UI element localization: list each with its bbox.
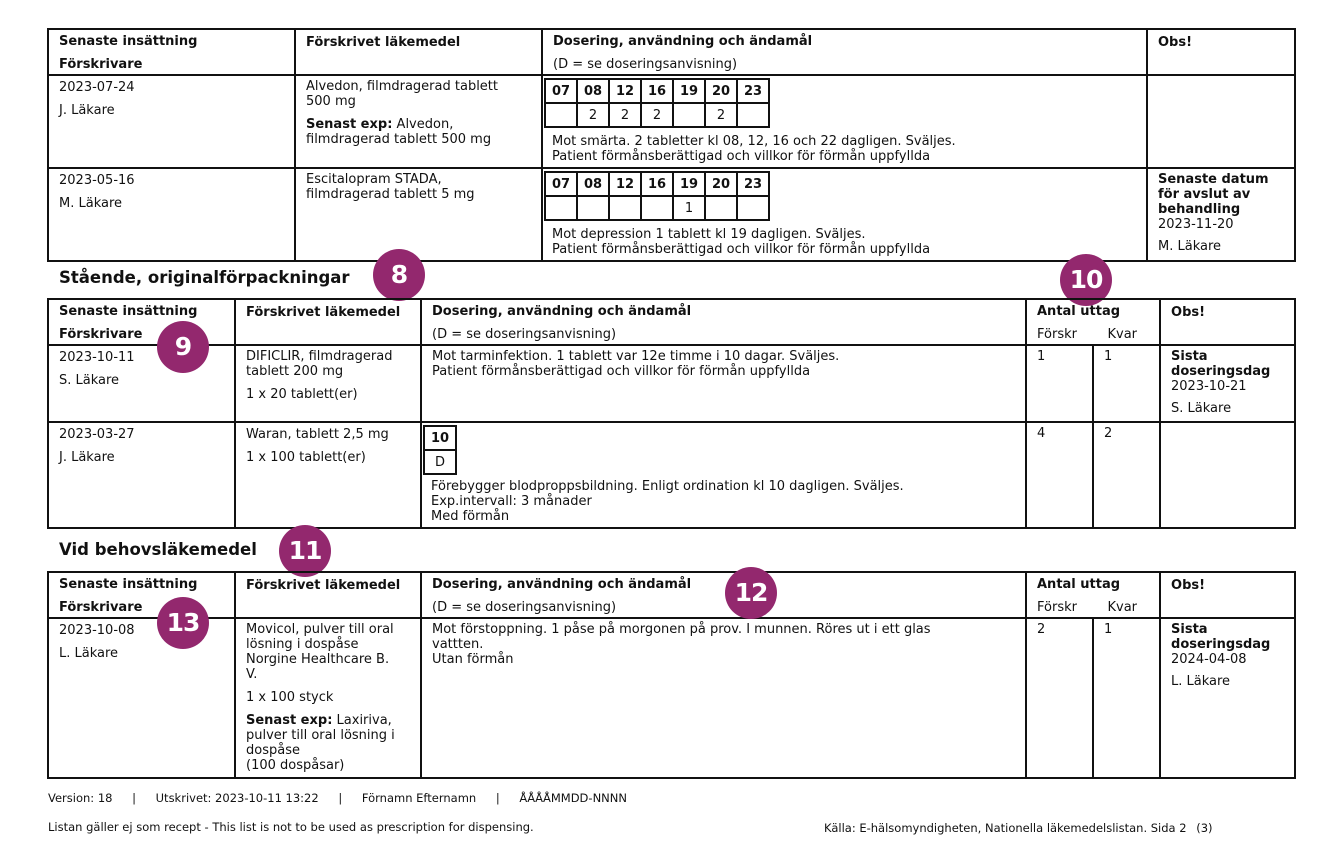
time-slot: 07 xyxy=(545,172,577,196)
footer-source xyxy=(824,821,1213,835)
header-cell-date xyxy=(48,29,295,75)
time-slot: 20 xyxy=(705,172,737,196)
table-header-row xyxy=(48,29,1295,75)
standing-packages-table xyxy=(47,298,1296,529)
header-cell-obs xyxy=(1160,572,1295,618)
as-needed-table xyxy=(47,571,1296,779)
header-cell-dosage xyxy=(421,572,1026,618)
dosage-cell xyxy=(542,75,1147,168)
prescribed-count: 2 xyxy=(1037,622,1046,637)
dose-amount xyxy=(609,196,641,220)
callout-badge-10: 10 xyxy=(1060,254,1112,306)
dosage-line: vattten. xyxy=(432,637,484,652)
obs-label: Sista xyxy=(1171,349,1208,364)
header-dosage: Dosering, användning och ändamål xyxy=(432,577,692,592)
table-header-row xyxy=(48,572,1295,618)
table-row xyxy=(48,345,1295,422)
remaining-count-cell xyxy=(1093,618,1160,778)
drug-name-cont: filmdragerad tablett 5 mg xyxy=(306,187,475,202)
time-slot: 12 xyxy=(609,172,641,196)
header-prescribed-count: Förskr xyxy=(1037,327,1077,342)
header-prescriber: Förskrivare xyxy=(59,327,143,342)
callout-badge-13: 13 xyxy=(157,597,209,649)
footer-patient-name: Förnamn Efternamn xyxy=(361,791,477,805)
prescribed-count-cell xyxy=(1026,345,1093,422)
section-title-standing: Stående, originalförpackningar xyxy=(59,268,350,287)
dosage-line: Mot smärta. 2 tabletter kl 08, 12, 16 och 22 dagligen. Sväljes. xyxy=(552,134,956,149)
time-slot: 08 xyxy=(577,172,609,196)
remaining-count-cell xyxy=(1093,422,1160,528)
time-slot: 23 xyxy=(737,172,769,196)
dose-amount xyxy=(673,103,705,127)
drug-name-cont: lösning i dospåse xyxy=(246,637,359,652)
dose-amount: 2 xyxy=(641,103,673,127)
obs-label: doseringsdag xyxy=(1171,637,1271,652)
time-slot: 19 xyxy=(673,79,705,103)
obs-date: 2023-11-20 xyxy=(1158,217,1234,232)
callout-badge-11: 11 xyxy=(279,525,331,577)
table-row xyxy=(48,422,1295,528)
dosage-line: Förebygger blodproppsbildning. Enligt ordination kl 10 dagligen. Sväljes. xyxy=(431,479,904,494)
latest-exp-package: (100 dospåsar) xyxy=(246,758,345,773)
footer-separator: | xyxy=(132,791,136,805)
header-remaining-count: Kvar xyxy=(1107,600,1138,615)
prescriber: M. Läkare xyxy=(59,196,123,211)
header-cell-dosage xyxy=(421,299,1026,345)
header-drug: Förskrivet läkemedel xyxy=(246,305,401,320)
footer-separator: | xyxy=(495,791,500,805)
time-slot: 16 xyxy=(641,172,673,196)
dose-amount: 2 xyxy=(577,103,609,127)
header-obs: Obs! xyxy=(1158,35,1193,50)
date-cell xyxy=(48,75,295,168)
dosage-cell xyxy=(542,168,1147,261)
start-date: 2023-07-24 xyxy=(59,80,135,95)
table-row xyxy=(48,168,1295,261)
header-cell-drug xyxy=(235,299,421,345)
header-cell-obs xyxy=(1160,299,1295,345)
obs-label: behandling xyxy=(1158,202,1241,217)
prescriber: L. Läkare xyxy=(59,646,119,661)
dose-amount xyxy=(545,103,577,127)
dose-amount: D xyxy=(424,450,456,474)
remaining-count-cell xyxy=(1093,345,1160,422)
obs-date: 2024-04-08 xyxy=(1171,652,1247,667)
header-latest-start: Senaste insättning xyxy=(59,577,198,592)
drug-name: Escitalopram STADA, xyxy=(306,172,442,187)
header-prescriber: Förskrivare xyxy=(59,600,143,615)
table-row xyxy=(48,75,1295,168)
dosage-line: Med förmån xyxy=(431,509,510,524)
dosage-line: Mot depression 1 tablett kl 19 dagligen. Sväljes. xyxy=(552,227,866,242)
header-cell-dosage xyxy=(542,29,1147,75)
header-prescribed-count: Förskr xyxy=(1037,600,1077,615)
latest-exp-value-cont: dospåse xyxy=(246,743,300,758)
header-obs: Obs! xyxy=(1171,578,1206,593)
drug-cell xyxy=(235,422,421,528)
latest-exp-value: Laxiriva, xyxy=(336,713,392,728)
dosage-cell xyxy=(421,422,1026,528)
drug-cell xyxy=(235,345,421,422)
drug-cell xyxy=(295,75,542,168)
header-drug: Förskrivet läkemedel xyxy=(246,578,401,593)
header-drug: Förskrivet läkemedel xyxy=(306,35,461,50)
dosage-line: Utan förmån xyxy=(432,652,514,667)
obs-cell xyxy=(1160,422,1295,528)
dose-amount: 2 xyxy=(609,103,641,127)
drug-name-cont: tablett 200 mg xyxy=(246,364,344,379)
header-cell-withdrawals xyxy=(1026,572,1160,618)
table-header-row xyxy=(48,299,1295,345)
latest-exp-label: Senast exp: xyxy=(246,713,333,728)
table-row xyxy=(48,618,1295,778)
header-dosage: Dosering, användning och ändamål xyxy=(553,34,813,49)
time-slot: 10 xyxy=(424,426,456,450)
footer-separator: | xyxy=(338,791,343,805)
package-size: 1 x 20 tablett(er) xyxy=(246,387,358,402)
dose-dispensed-table xyxy=(47,28,1296,262)
prescribed-count-cell xyxy=(1026,618,1093,778)
prescriber: S. Läkare xyxy=(59,373,120,388)
header-dosage-note: (D = se doseringsanvisning) xyxy=(432,600,617,615)
drug-cell xyxy=(295,168,542,261)
start-date: 2023-05-16 xyxy=(59,173,135,188)
footer-page-total: (3) xyxy=(1196,821,1213,835)
time-slot: 12 xyxy=(609,79,641,103)
dosage-text xyxy=(431,479,1015,524)
date-cell xyxy=(48,618,235,778)
time-slot: 20 xyxy=(705,79,737,103)
dose-amount xyxy=(577,196,609,220)
header-withdrawals: Antal uttag xyxy=(1037,577,1121,592)
dose-schedule-grid xyxy=(544,171,770,221)
header-latest-start: Senaste insättning xyxy=(59,34,198,49)
dose-amount: 1 xyxy=(673,196,705,220)
drug-manufacturer: Norgine Healthcare B. xyxy=(246,652,390,667)
time-slot: 19 xyxy=(673,172,705,196)
dose-amount xyxy=(641,196,673,220)
obs-date: 2023-10-21 xyxy=(1171,379,1247,394)
remaining-count: 1 xyxy=(1104,622,1113,637)
remaining-count: 1 xyxy=(1104,349,1113,364)
prescriber: J. Läkare xyxy=(59,103,115,118)
footer-disclaimer: Listan gäller ej som recept - This list is not to be used as prescription for dispensing. xyxy=(48,820,534,834)
header-cell-drug xyxy=(295,29,542,75)
start-date: 2023-03-27 xyxy=(59,427,135,442)
header-cell-obs xyxy=(1147,29,1295,75)
start-date: 2023-10-11 xyxy=(59,350,135,365)
dosage-line: Patient förmånsberättigad och villkor för förmån uppfyllda xyxy=(432,364,811,379)
latest-exp-label: Senast exp: xyxy=(306,117,393,132)
drug-name: Movicol, pulver till oral xyxy=(246,622,394,637)
header-obs: Obs! xyxy=(1171,305,1206,320)
callout-badge-8: 8 xyxy=(373,249,425,301)
obs-prescriber: S. Läkare xyxy=(1171,401,1232,416)
dose-amount xyxy=(737,196,769,220)
drug-name: Waran, tablett 2,5 mg xyxy=(246,427,389,442)
header-dosage-note: (D = se doseringsanvisning) xyxy=(553,57,738,72)
latest-exp-value-cont: filmdragerad tablett 500 mg xyxy=(306,132,492,147)
section-title-as-needed: Vid behovsläkemedel xyxy=(59,540,257,559)
package-size: 1 x 100 tablett(er) xyxy=(246,450,366,465)
dose-amount xyxy=(545,196,577,220)
footer-printed-date: Utskrivet: 2023-10-11 13:22 xyxy=(155,791,319,805)
latest-exp xyxy=(306,117,531,132)
obs-cell xyxy=(1160,345,1295,422)
obs-cell xyxy=(1147,168,1295,261)
time-slot: 07 xyxy=(545,79,577,103)
dosage-line: Mot förstoppning. 1 påse på morgonen på prov. I munnen. Röres ut i ett glas xyxy=(432,622,931,637)
date-cell xyxy=(48,168,295,261)
obs-cell xyxy=(1147,75,1295,168)
drug-manufacturer-cont: V. xyxy=(246,667,258,682)
header-cell-drug xyxy=(235,572,421,618)
prescriber: J. Läkare xyxy=(59,450,115,465)
prescribed-count: 1 xyxy=(1037,349,1046,364)
callout-badge-12: 12 xyxy=(725,567,777,619)
footer-version: Version: 18 xyxy=(48,791,113,805)
dosage-line: Patient förmånsberättigad och villkor för förmån uppfyllda xyxy=(552,149,931,164)
drug-cell xyxy=(235,618,421,778)
header-dosage: Dosering, användning och ändamål xyxy=(432,304,692,319)
header-remaining-count: Kvar xyxy=(1107,327,1138,342)
time-slot: 08 xyxy=(577,79,609,103)
header-withdrawals: Antal uttag xyxy=(1037,304,1121,319)
dosage-line: Mot tarminfektion. 1 tablett var 12e timme i 10 dagar. Sväljes. xyxy=(432,349,840,364)
obs-label: doseringsdag xyxy=(1171,364,1271,379)
footer-info-line xyxy=(48,791,627,805)
remaining-count: 2 xyxy=(1104,426,1113,441)
prescribed-count: 4 xyxy=(1037,426,1046,441)
latest-exp-value-cont: pulver till oral lösning i xyxy=(246,728,395,743)
prescribed-count-cell xyxy=(1026,422,1093,528)
dose-amount xyxy=(705,196,737,220)
latest-exp-value: Alvedon, xyxy=(396,117,454,132)
start-date: 2023-10-08 xyxy=(59,623,135,638)
time-slot: 16 xyxy=(641,79,673,103)
obs-label: Sista xyxy=(1171,622,1208,637)
obs-label: för avslut av xyxy=(1158,187,1251,202)
date-cell xyxy=(48,422,235,528)
header-cell-withdrawals xyxy=(1026,299,1160,345)
obs-label: Senaste datum xyxy=(1158,172,1269,187)
dosage-cell xyxy=(421,345,1026,422)
package-size: 1 x 100 styck xyxy=(246,690,334,705)
dosage-line: Patient förmånsberättigad och villkor för förmån uppfyllda xyxy=(552,242,931,257)
dosage-line: Exp.intervall: 3 månader xyxy=(431,494,592,509)
drug-name: DIFICLIR, filmdragerad xyxy=(246,349,393,364)
dose-schedule-grid xyxy=(544,78,770,128)
drug-name-cont: 500 mg xyxy=(306,94,356,109)
dose-amount: 2 xyxy=(705,103,737,127)
dose-schedule-grid xyxy=(423,425,457,475)
footer-source-text: Källa: E-hälsomyndigheten, Nationella läkemedelslistan. Sida 2 xyxy=(824,821,1187,835)
obs-prescriber: L. Läkare xyxy=(1171,674,1231,689)
dosage-cell xyxy=(421,618,1026,778)
header-cell-date xyxy=(48,572,235,618)
header-latest-start: Senaste insättning xyxy=(59,304,198,319)
dosage-text xyxy=(552,134,1136,164)
dosage-text xyxy=(552,227,1136,257)
obs-cell xyxy=(1160,618,1295,778)
dose-amount xyxy=(737,103,769,127)
latest-exp xyxy=(246,713,410,728)
callout-badge-9: 9 xyxy=(157,321,209,373)
drug-name: Alvedon, filmdragerad tablett xyxy=(306,79,498,94)
header-prescriber: Förskrivare xyxy=(59,57,143,72)
header-dosage-note: (D = se doseringsanvisning) xyxy=(432,327,617,342)
time-slot: 23 xyxy=(737,79,769,103)
obs-prescriber: M. Läkare xyxy=(1158,239,1222,254)
footer-patient-id: ÅÅÅÅMMDD-NNNN xyxy=(519,791,627,805)
